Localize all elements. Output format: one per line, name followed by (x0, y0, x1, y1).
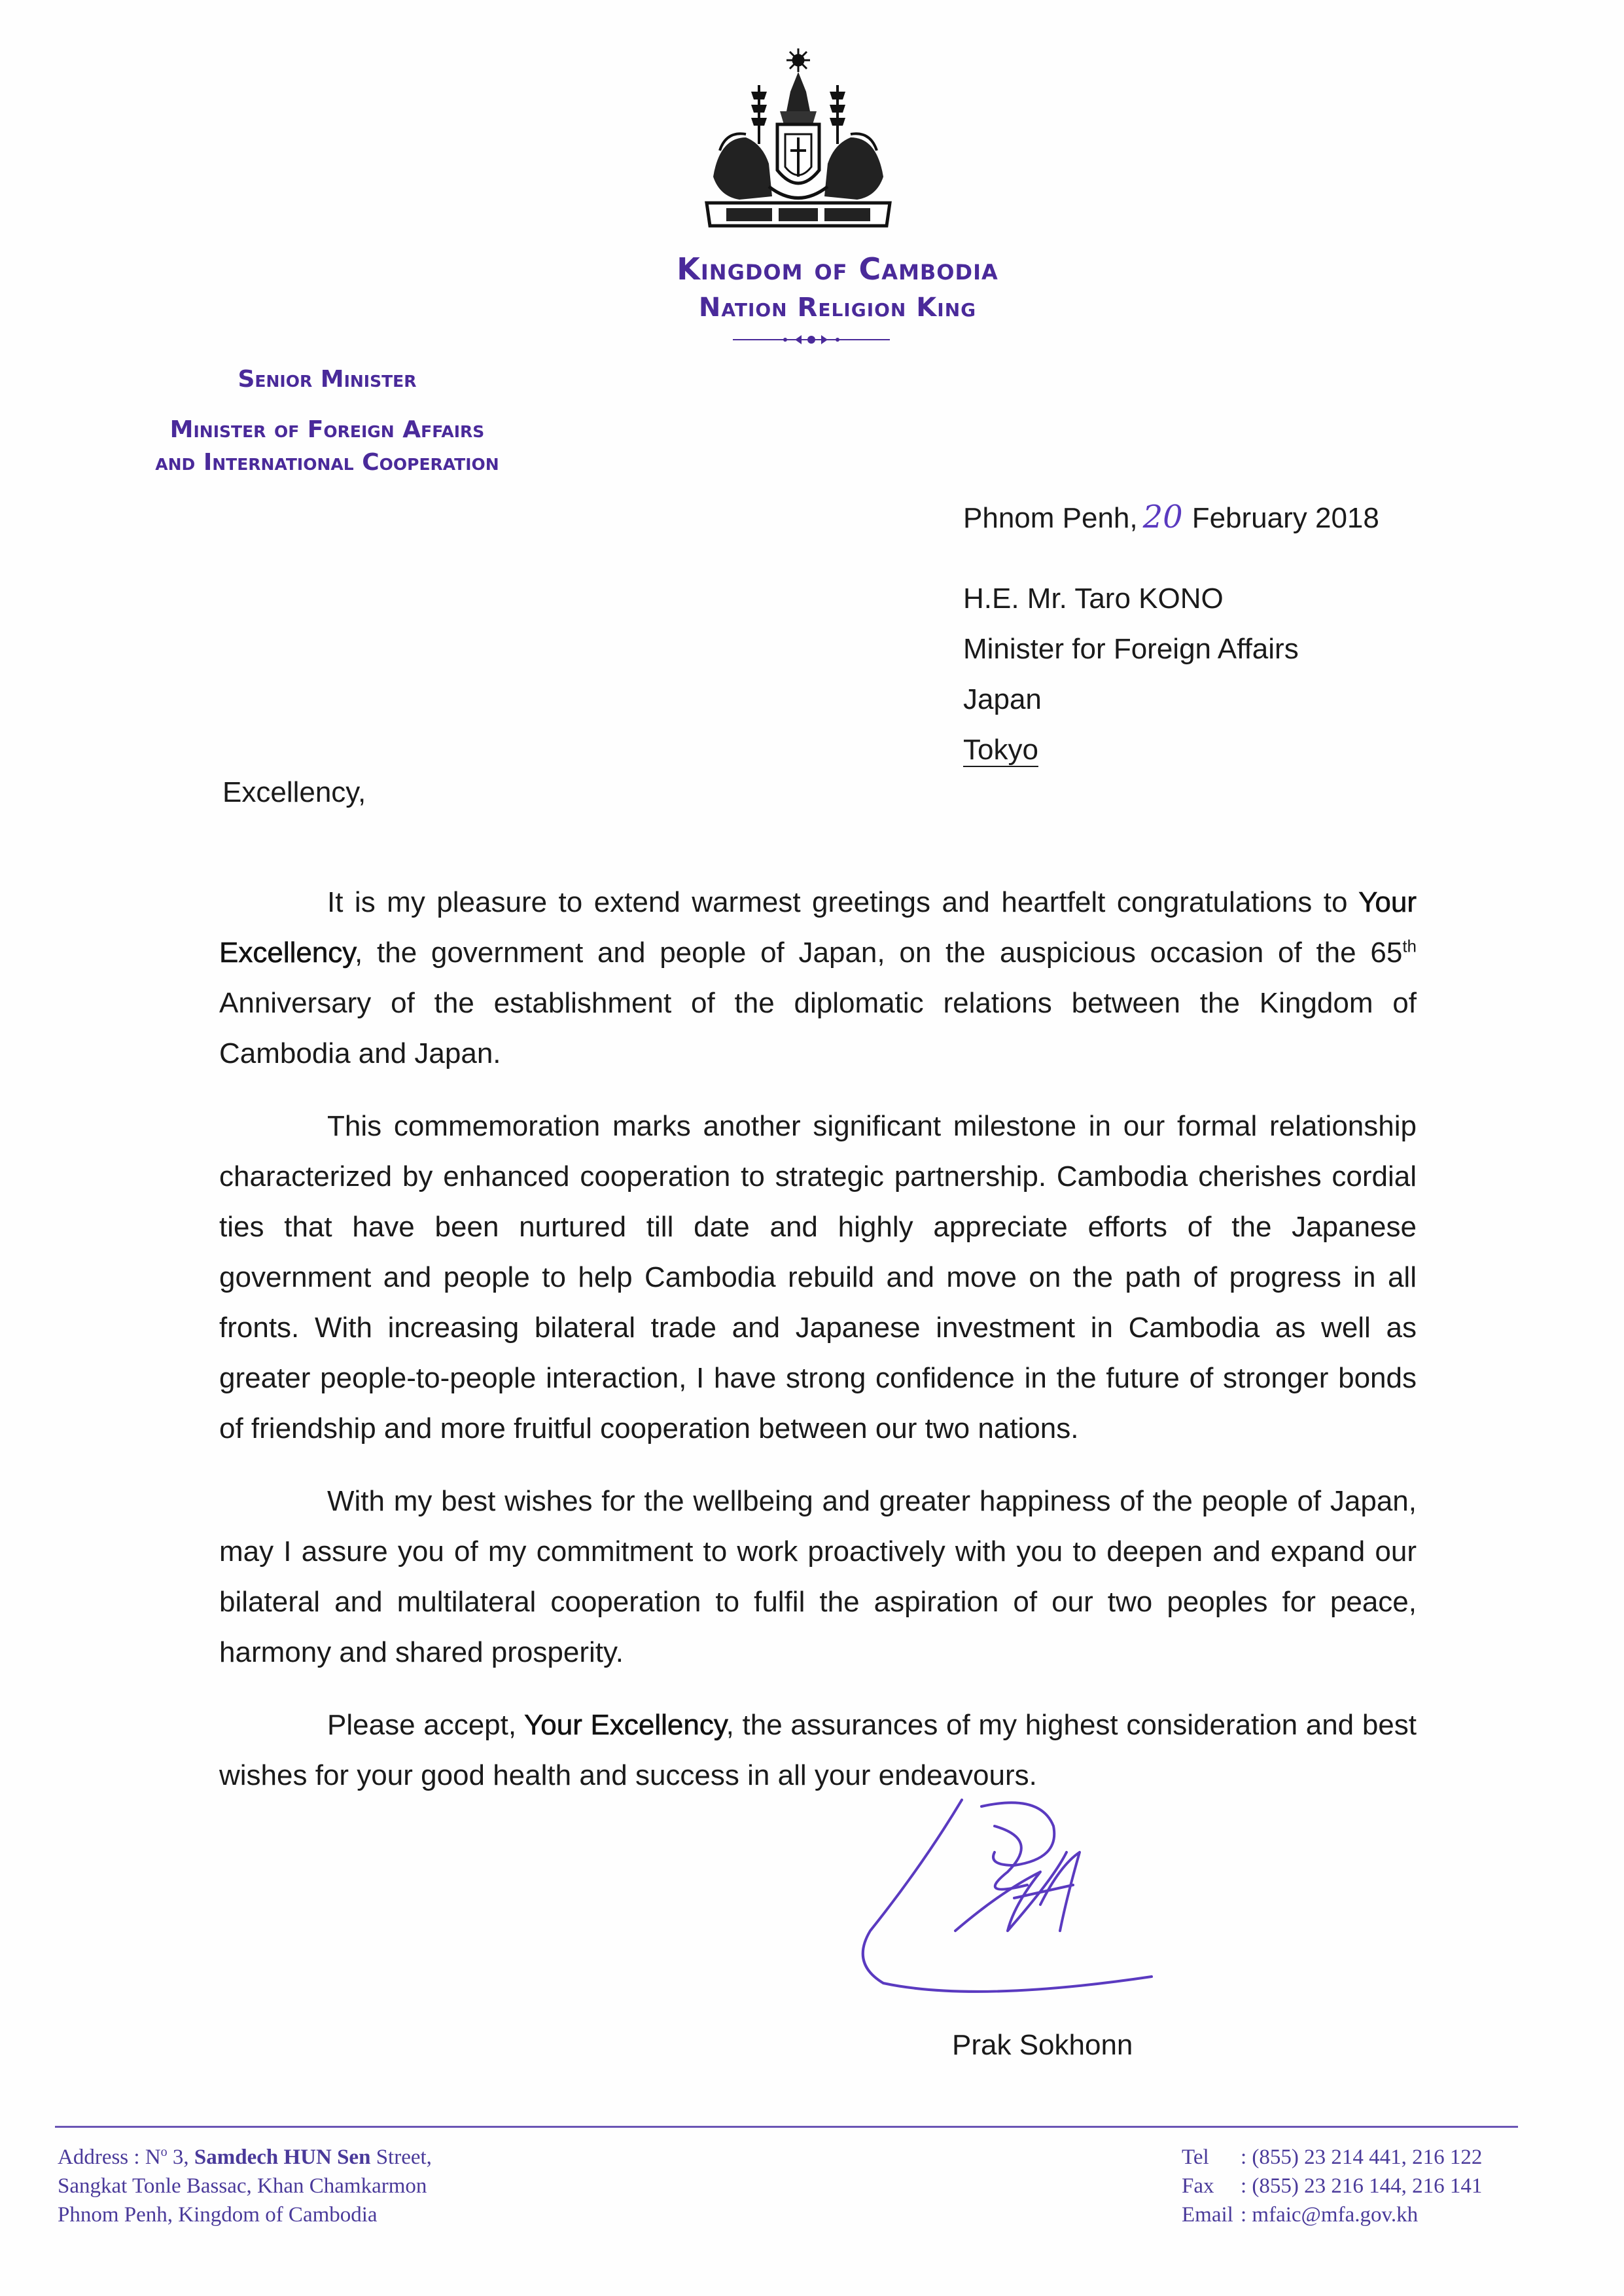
ministry-line-2: and International Cooperation (155, 449, 499, 476)
recipient-country: Japan (963, 683, 1042, 715)
date-day-handwritten: 20 (1142, 499, 1183, 535)
recipient-city: Tokyo (963, 734, 1038, 766)
ministry-line-1: Minister of Foreign Affairs (169, 416, 485, 443)
paragraph-4: Please accept, Your Excellency, the assurances of my highest consideration and best wishes for your good health and success in all your endeavours. (219, 1709, 1417, 1791)
paragraph-2: This commemoration marks another significant milestone in our formal relationship characterized by enhanced cooperation to strategic partnership. Cambodia cherishes cordial ties that have been nurtured till date and highly appreciate efforts of the Japanese government and people to help Cambodia rebuild and move on the path of progress in all fronts. With increasing bilateral trade and Japanese investment in Cambodia as well as greater people-to-people interaction, I have strong confidence in the future of stronger bonds of friendship and more fruitful cooperation between our two nations. (219, 1110, 1417, 1444)
handwritten-signature (844, 1787, 1184, 2029)
address-line-2: Sangkat Tonle Bassac, Khan Chamkarmon (58, 2174, 427, 2198)
tel-row: Tel : (855) 23 214 441, 216 122 (1182, 2145, 1483, 2169)
recipient-name: H.E. Mr. Taro KONO (963, 583, 1224, 615)
recipient-title: Minister for Foreign Affairs (963, 633, 1299, 665)
fax-row: Fax : (855) 23 216 144, 216 141 (1182, 2174, 1483, 2198)
footer-divider (55, 2126, 1518, 2128)
signer-name: Prak Sokhonn (952, 2029, 1133, 2061)
email-row: Email : mfaic@mfa.gov.kh (1182, 2203, 1419, 2227)
your-excellency-1: Your Excellency (219, 886, 1417, 969)
date-line (963, 499, 1379, 535)
royal-arms-emblem (700, 46, 896, 236)
address-line-1: Address : $N^o$ 3, Samdech HUN Sen Street, (58, 2145, 432, 2169)
sender-title: Senior Minister (238, 366, 417, 393)
date-month-year: February 2018 (1192, 502, 1379, 534)
country-name: Kingdom of Cambodia (677, 251, 998, 287)
paragraph-3: With my best wishes for the wellbeing and greater happiness of the people of Japan, may I assure you of my commitment to work proactively with you to deepen and expand our bilateral and multilateral cooperation to fulfil the aspiration of our two peoples for peace, harmony and shared prosperity. (219, 1485, 1417, 1668)
letterhead-heading (510, 249, 1165, 326)
date-place: Phnom Penh, (963, 502, 1138, 534)
recipient-block (963, 573, 1299, 775)
salutation: Excellency, (222, 776, 366, 808)
ornament-divider (733, 330, 890, 350)
paragraph-1: It is my pleasure to extend warmest greetings and heartfelt congratulations to Your Excellency, the government and people of Japan, on the auspicious occasion of the 65th Anniversary of the establishment of the diplomatic relations between the Kingdom of Cambodia and Japan. (219, 886, 1417, 1069)
address-line-3: Phnom Penh, Kingdom of Cambodia (58, 2203, 378, 2227)
letter-body (219, 877, 1417, 1823)
footer-contact (1182, 2143, 1482, 2229)
sender-block (65, 360, 589, 479)
national-motto: Nation Religion King (698, 293, 977, 323)
your-excellency-2: Your Excellency (523, 1709, 726, 1741)
footer-address (58, 2143, 432, 2229)
